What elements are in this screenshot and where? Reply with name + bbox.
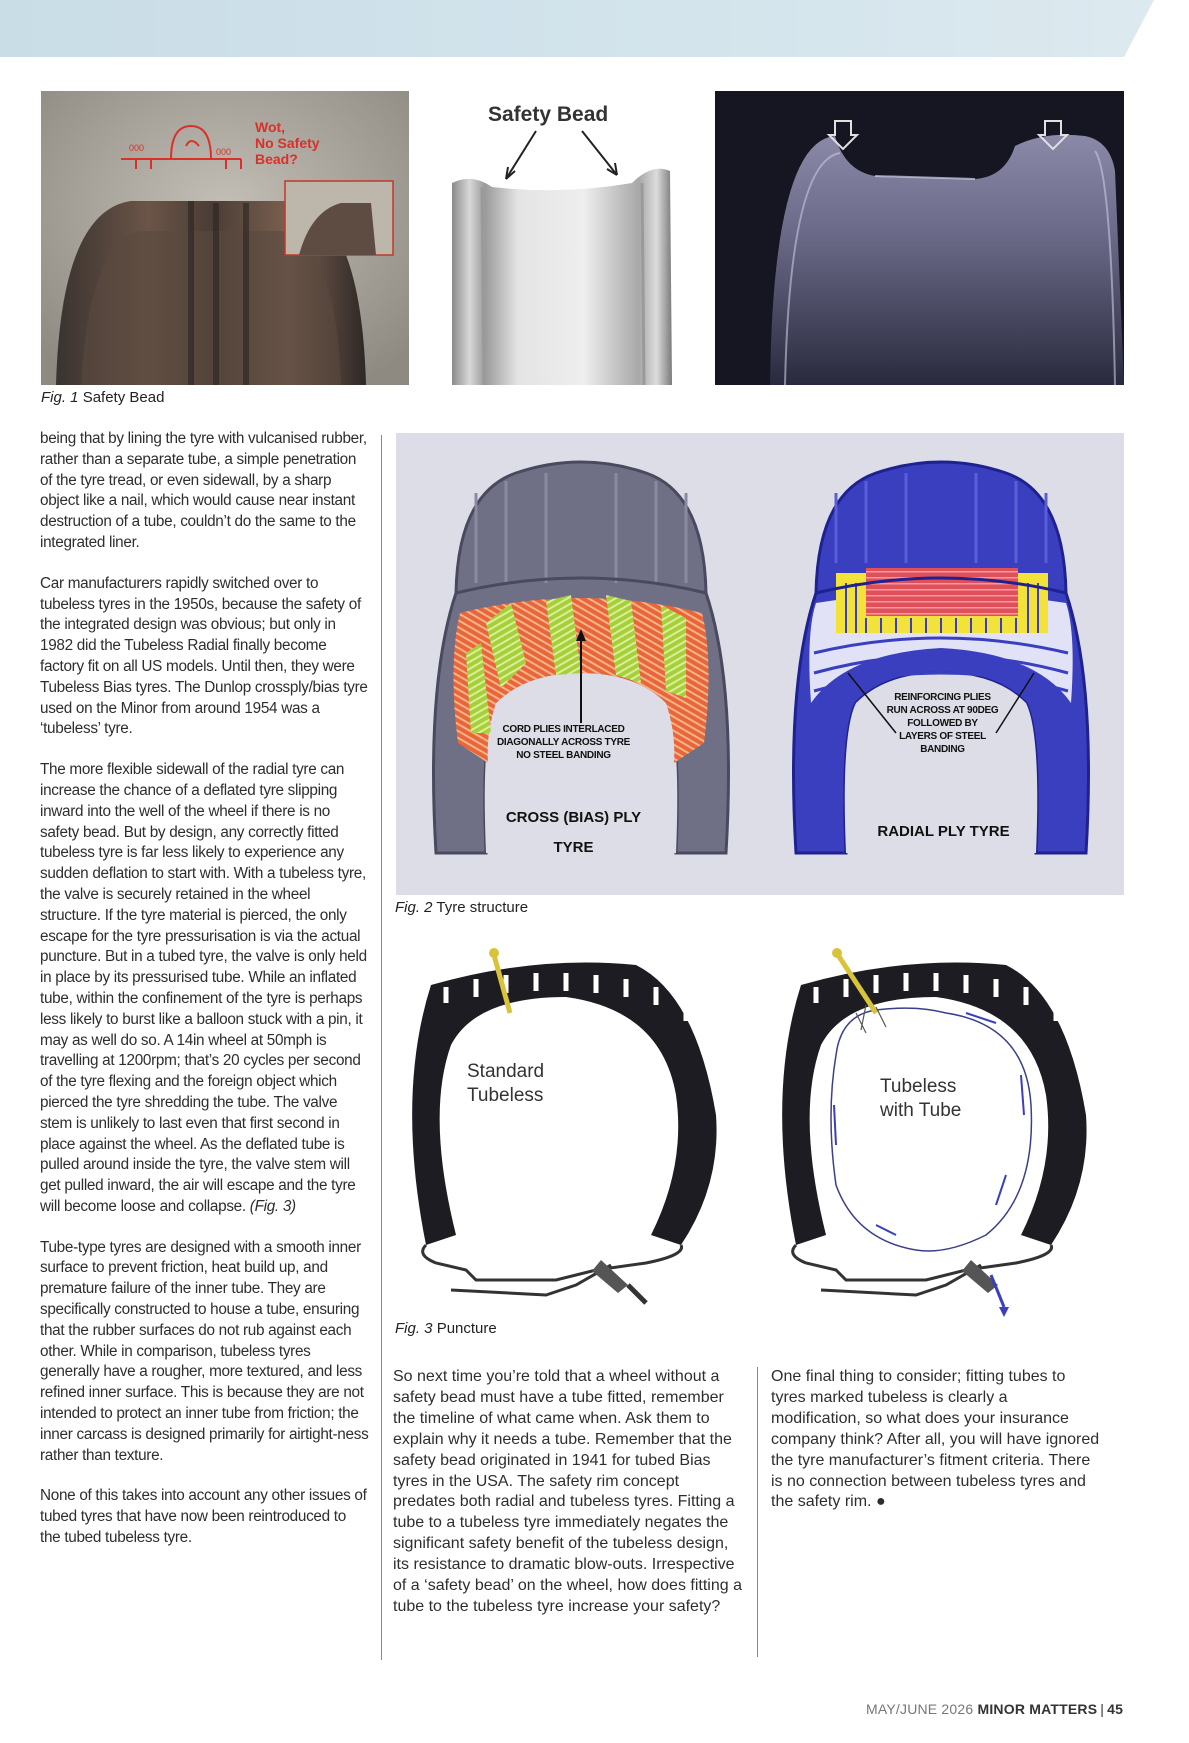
paragraph — [40, 760, 370, 1218]
radial-ply-description — [880, 691, 1005, 756]
title-line: CROSS (BIAS) PLY — [505, 809, 642, 826]
description-line: DIAGONALLY ACROSS TYRE — [496, 737, 631, 748]
description-line: LAYERS OF STEEL BANDING — [899, 731, 986, 755]
title-line: TYRE — [553, 839, 594, 856]
svg-text:000: 000 — [129, 143, 145, 153]
column-divider — [757, 1367, 758, 1657]
tyre-structure-diagram — [396, 433, 1124, 895]
column-divider — [381, 435, 382, 1660]
figure-reference: (Fig. 3) — [249, 1197, 296, 1215]
paragraph-text: One final thing to consider; fitting tubes to tyres marked tubeless is clearly a modification, so what does your insurance company think? After all, you will have ignored the tyre manufacturer’s fitment criteria. There is no connection between tubeless tyres and the safety rim. — [771, 1368, 1100, 1511]
description-line: REINFORCING PLIES — [894, 692, 991, 703]
figure-number: Fig. 2 — [395, 899, 433, 916]
fig2-caption — [395, 899, 528, 916]
standard-tubeless-label — [467, 1060, 544, 1108]
paragraph: So next time you’re told that a wheel without a safety bead must have a tube fitted, remember the timeline of what came when. Ask them to explain why it needs a tube. Remember that the safety bead originated in 1941 for tubed Bias tyres in the USA. The safety rim concept predates both radial and tubeless tyres. Fitting a tube to a tubeless tyre immediately negates the significant safety benefit of the tubeless design, its resistance to dramatic blow-outs. Irrespective of a ‘safety bead’ on the wheel, how does fitting a tube to the tubeless tyre increase your safety? — [393, 1368, 742, 1615]
rusty-wheel-photo — [41, 91, 409, 385]
label-line: Standard — [467, 1061, 545, 1082]
safety-bead-title: Safety Bead — [488, 103, 609, 126]
caption-text: Safety Bead — [82, 389, 165, 406]
paragraph-text: The more flexible sidewall of the radial tyre can increase the chance of a deflated tyre slipping inward into the well of the wheel if there is no safety bead. But by design, any correctly fitted tubeless tyre is far less likely to experience any sudden deflation to start with. With a tubeless tyre, the valve is securely retained in the wheel structure. If the tyre material is pierced, the only escape for the tyre pressurisation is via the actual puncture. But in a tubed tyre, the valve is only held in place by its pressurised tube. While an inflated tube, within the confinement of the tyre is perhaps less likely to burst like a balloon stuck with a pin, it may as well do so. A 14in wheel at 50mph is travelling at 1200rpm; that’s 20 cycles per second of the tyre flexing and the foreign object which pierced the tyre shredding the tube. The valve stem is unlikely to last even that first second in place against the wheel. As the deflated tube is pulled around inside the tyre, the valve stem will get pulled inward, the air will escape and the tyre will become loose and collapse. — [40, 761, 367, 1215]
top-color-band — [0, 0, 1124, 57]
fig3-caption — [395, 1320, 497, 1337]
caption-text: Puncture — [436, 1320, 497, 1337]
description-line: NO STEEL BANDING — [516, 750, 611, 761]
description-line: CORD PLIES INTERLACED — [502, 724, 625, 735]
paragraph: None of this takes into account any other issues of tubed tyres that have now been reintroduced to the tubed tubeless tyre. — [40, 1487, 367, 1547]
photo-annotation — [255, 119, 320, 167]
footer-separator: | — [1100, 1701, 1105, 1717]
rim-profile-illustration — [715, 91, 1124, 385]
description-line: RUN ACROSS AT 90DEG — [886, 705, 999, 716]
magazine-title: MINOR MATTERS — [977, 1701, 1098, 1717]
annotation-line: Bead? — [255, 151, 298, 167]
annotation-line: Wot, — [255, 119, 286, 135]
figure-number: Fig. 3 — [395, 1320, 433, 1337]
paragraph — [771, 1367, 1101, 1513]
middle-text-column — [393, 1367, 743, 1638]
rim-profile-dark-photo — [715, 91, 1124, 385]
fig1-caption — [41, 389, 164, 406]
right-text-column — [771, 1367, 1101, 1533]
puncture-illustration — [396, 935, 1124, 1320]
cross-ply-description — [496, 723, 631, 762]
paragraph: Tube-type tyres are designed with a smooth inner surface to prevent friction, heat build up, and premature failure of the inner tube. They are specifically constructed to house a tube, ensuring that the rubber surfaces do not rub against each other. While in comparison, tubeless tyres generally have a rougher, more textured, and less refined inner surface. This is because they are not intended to protect an inner tube from friction; the inner carcass is designed primarily for airtight-ness rather than texture. — [40, 1238, 369, 1464]
figure-number: Fig. 1 — [41, 389, 79, 406]
description-line: FOLLOWED BY — [907, 718, 978, 729]
cross-ply-title — [496, 803, 651, 863]
left-text-column — [40, 429, 370, 1569]
tubeless-with-tube-label — [880, 1075, 961, 1123]
puncture-diagram — [396, 935, 1124, 1320]
caption-text: Tyre structure — [436, 899, 529, 916]
safety-bead-rim-photo — [452, 91, 687, 385]
annotation-line: No Safety — [255, 135, 320, 151]
page-footer — [866, 1701, 1123, 1717]
end-mark-icon: ● — [875, 1493, 886, 1511]
paragraph: Car manufacturers rapidly switched over to tubeless tyres in the 1950s, because the safety of the integrated design was obvious; but only in 1982 did the Tubeless Radial finally become factory fit on all US models. Until then, they were Tubeless Bias tyres. The Dunlop crossply/bias tyre used on the Minor from around 1954 was a ‘tubeless’ tyre. — [40, 574, 368, 738]
page-number: 45 — [1107, 1701, 1124, 1717]
radial-ply-title: RADIAL PLY TYRE — [877, 823, 1010, 840]
label-line: Tubeless — [880, 1076, 957, 1097]
svg-text:000: 000 — [216, 147, 232, 157]
issue-date: MAY/JUNE 2026 — [866, 1701, 974, 1717]
label-line: Tubeless — [467, 1085, 544, 1106]
label-line: with Tube — [880, 1100, 962, 1121]
rusty-wheel-illustration — [41, 91, 409, 385]
rim-cross-section-illustration — [452, 91, 687, 385]
paragraph: being that by lining the tyre with vulcanised rubber, rather than a separate tube, a simple penetration of the tyre tread, or even sidewall, by a sharp object like a nail, which would cause near instant destruction of a tube, couldn’t do the same to the integrated liner. — [40, 430, 367, 551]
